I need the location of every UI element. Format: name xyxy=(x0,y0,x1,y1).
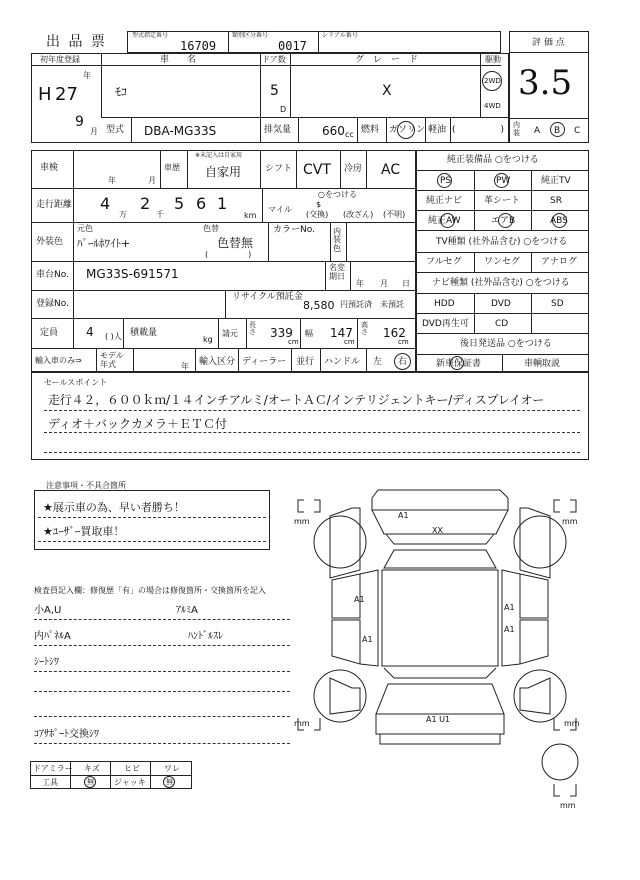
nc-day: 日 xyxy=(402,279,410,288)
shift-value: CVT xyxy=(303,162,331,178)
height-value: 162 xyxy=(383,326,406,340)
grade-label: グ レ ー ド xyxy=(355,55,419,65)
equip-tv: 純正TV xyxy=(541,176,571,186)
parallel-label: 並行 xyxy=(296,357,315,367)
capacity-label: 定員 xyxy=(40,328,59,338)
score-label: 評 価 点 xyxy=(532,38,565,48)
width-value: 147 xyxy=(330,326,353,340)
recycle-unit: 円預託済 xyxy=(340,300,372,309)
equip-aw: 純正AW xyxy=(428,216,461,226)
insp-r3-a: ｼｰﾄｼﾜ xyxy=(34,657,59,668)
mileage-unit-km: km xyxy=(244,211,257,220)
navi-dvdplay: DVD再生可 xyxy=(422,319,469,329)
reg-year-label: 初年度登録 xyxy=(40,55,80,64)
color-paren: ( ) xyxy=(205,250,252,259)
oem-label: 純正装備品 ○をつける xyxy=(447,155,539,165)
form-title: 出 品 票 xyxy=(46,34,107,50)
usage-value: 自家用 xyxy=(205,165,242,179)
car-name-label: 車 名 xyxy=(160,55,197,65)
displacement-value: 660 xyxy=(322,124,345,138)
nc-month: 月 xyxy=(380,279,388,288)
width-label: 幅 xyxy=(305,329,313,338)
mark-a1u1-rear: A1 U1 xyxy=(426,715,451,724)
import-type-label: 輸入区分 xyxy=(199,357,236,367)
ac-label: 冷房 xyxy=(344,164,363,174)
tv-label: TV種類 (社外品含む) ○をつける xyxy=(436,237,568,247)
drive-4wd: 4WD xyxy=(484,102,501,110)
fuel-light: 軽油 xyxy=(428,125,447,135)
nc-year: 年 xyxy=(356,279,364,288)
right-circle xyxy=(394,353,411,370)
later-warranty: 新車保証書 xyxy=(436,359,482,369)
reg-label: 登録No. xyxy=(36,299,69,309)
tv-fullseg: フルセグ xyxy=(426,257,462,267)
reg-year: 27 xyxy=(55,84,78,105)
kiyoku-label: 請元 xyxy=(222,329,238,338)
load-unit: kg xyxy=(203,335,213,344)
later-manual: 車輌取説 xyxy=(524,359,561,369)
sales-line2: ディオ＋バックカメラ＋ＥＴＣ付 xyxy=(48,417,228,431)
type-label: 型式 xyxy=(106,125,125,135)
sales-line1: 走行４２，６００ｋｍ/１４インチアルミ/オートＡＣ/インテリジェントキー/ディスプレイオー xyxy=(48,393,545,407)
length-label: 長さ xyxy=(249,321,256,337)
interior-label: 内装 xyxy=(513,121,520,137)
model-year-unit: 年 xyxy=(181,362,189,371)
equip-pw: PW xyxy=(496,176,511,186)
interior-circle xyxy=(550,122,565,137)
model-code-value: 16709 xyxy=(180,39,217,53)
later-label: 後日発送品 ○をつける xyxy=(460,339,552,349)
interior-color-label: 内装色 xyxy=(333,227,341,253)
equip-navi: 純正ナビ xyxy=(426,196,463,206)
legend-tools-value: 無 xyxy=(87,778,94,786)
drive-2wd: 2WD xyxy=(484,77,501,85)
navi-cd: CD xyxy=(495,319,509,329)
type-value: DBA-MG33S xyxy=(144,124,217,138)
colorno-label: カラーNo. xyxy=(273,225,315,235)
equip-ps: PS xyxy=(440,176,452,186)
mileage-digit-2: 2 xyxy=(140,194,151,213)
insp-r2-a: 内ﾊﾟﾈﾙA xyxy=(34,631,71,642)
mileage-unit-sen: 千 xyxy=(156,210,164,219)
mileage-note: ○をつける xyxy=(318,190,357,199)
equip-sr: SR xyxy=(550,196,562,206)
legend-mirror: ドアミラー xyxy=(33,764,73,773)
ac-value: AC xyxy=(381,162,401,178)
fuel-paren: ( ) xyxy=(452,125,505,135)
notes-line2: ★ﾕｰｻﾞｰ買取車！ xyxy=(43,525,125,538)
inspector-label: 検査員記入欄：修復歴「有」の場合は修復箇所・交換箇所を記入 xyxy=(34,586,266,595)
svg-text:mm: mm xyxy=(294,719,310,728)
svg-text:mm: mm xyxy=(560,801,576,808)
recycle-value: 8,580 xyxy=(303,299,335,312)
equip-abs: ABS xyxy=(550,216,568,226)
width-unit: cm xyxy=(344,338,355,346)
mileage-digit-4: 6 xyxy=(196,194,207,213)
insp-r2-b: ﾊﾝﾄﾞﾙｽﾚ xyxy=(188,631,223,642)
right-label: 右 xyxy=(398,357,408,367)
mark-xx: XX xyxy=(432,526,443,535)
usage-label: 車歴 xyxy=(164,163,180,172)
interior-a: A xyxy=(534,126,541,136)
displacement-unit: cc xyxy=(345,130,354,139)
navi-hdd: HDD xyxy=(434,299,455,309)
mileage-opt-mile: マイル xyxy=(268,205,292,214)
exterior-label: 外装色 xyxy=(36,237,64,247)
fuel-gas: ガソリン xyxy=(389,125,426,135)
shift-label: シフト xyxy=(265,164,293,174)
door-value: 5 xyxy=(270,83,279,99)
height-unit: cm xyxy=(398,338,409,346)
model-code-label: 型式指定番号 xyxy=(132,32,169,39)
car-name-value: ﾓｺ xyxy=(115,85,128,99)
insp-r6-a: ｺｱｻﾎﾟｰﾄ交換ｼﾜ xyxy=(34,729,99,740)
insp-r1-a: 小A,U xyxy=(34,605,62,616)
car-diagram xyxy=(290,478,590,808)
orig-color-label: 元色 xyxy=(77,224,93,233)
interior-b: B xyxy=(554,126,561,136)
mark-a1-front: A1 xyxy=(398,511,409,520)
dealer-label: ディーラー xyxy=(242,357,287,367)
legend-jack-value: 無 xyxy=(166,778,173,786)
year-unit: 年 xyxy=(83,71,91,80)
tv-oneseg: ワンセグ xyxy=(484,257,521,267)
sales-label: セールスポイント xyxy=(44,378,108,387)
door-unit: D xyxy=(280,105,287,114)
mark-a1-right-rear: A1 xyxy=(504,625,515,634)
era: H xyxy=(38,84,52,105)
height-label: 高さ xyxy=(361,321,368,337)
notes-line1: ★展示車の為、早い者勝ち！ xyxy=(43,501,185,514)
capacity-unit: ( )人 xyxy=(105,332,122,341)
model-year-label: モデル年式 xyxy=(100,351,124,369)
mark-a1-left-front: A1 xyxy=(354,595,365,604)
serial-label: シリアル番号 xyxy=(322,32,358,39)
mark-a1-left-rear: A1 xyxy=(362,635,373,644)
mileage-label: 走行距離 xyxy=(36,200,73,210)
score-value: 3.5 xyxy=(518,63,573,103)
mileage-opt-tamper: (改ざん) xyxy=(343,210,374,219)
reg-month: 9 xyxy=(75,114,84,130)
import-label: 輸入車のみ⇒ xyxy=(35,356,82,365)
door-label: ドア数 xyxy=(262,55,286,64)
mileage-digit-1: 4 xyxy=(100,194,111,213)
fuel-circle xyxy=(397,121,415,139)
equip-airbag: エアB xyxy=(491,216,516,226)
mileage-unit-man: 万 xyxy=(119,210,127,219)
recycle-label: リサイクル預託金 xyxy=(232,292,303,302)
sales-box xyxy=(31,372,589,460)
equip-leather: 革シート xyxy=(484,196,521,206)
fuel-label: 燃料 xyxy=(361,125,380,135)
legend-scratch: キズ xyxy=(84,764,100,773)
color-no-value: 色替無 xyxy=(217,236,254,250)
shaken-month-unit: 月 xyxy=(148,176,156,185)
insp-r1-b: ｱﾙﾐA xyxy=(176,605,198,616)
length-unit: cm xyxy=(288,338,299,346)
grade-value: X xyxy=(382,83,392,99)
month-unit: 月 xyxy=(90,127,98,136)
recycle-no: 未預託 xyxy=(380,300,404,309)
displacement-label: 排気量 xyxy=(264,125,292,135)
legend-tools: 工具 xyxy=(42,778,58,787)
navi-sd: SD xyxy=(551,299,564,309)
shaken-label: 車検 xyxy=(40,163,59,173)
svg-text:mm: mm xyxy=(562,517,578,526)
name-change-label: 名変期日 xyxy=(329,263,345,281)
length-value: 339 xyxy=(270,326,293,340)
left-label: 左 xyxy=(373,357,383,367)
mileage-opt-unknown: (不明) xyxy=(383,210,406,219)
legend-crack: ヒビ xyxy=(124,764,140,773)
legend-jack: ジャッキ xyxy=(114,778,146,787)
interior-c: C xyxy=(574,126,581,136)
category-label: 類別区分番号 xyxy=(232,32,269,39)
chassis-value: MG33S-691571 xyxy=(86,267,179,281)
load-label: 積載量 xyxy=(130,328,158,338)
notes-label: 注意事項・不具合箇所 xyxy=(46,481,126,490)
handle-label: ハンドル xyxy=(324,357,361,367)
chassis-label: 車台No. xyxy=(36,270,69,280)
mileage-digit-3: 5 xyxy=(174,194,185,213)
shaken-year-unit: 年 xyxy=(108,176,116,185)
svg-text:mm: mm xyxy=(294,517,310,526)
navi-label: ナビ種類 (社外品含む) ○をつける xyxy=(432,278,570,288)
legend-break: ワレ xyxy=(164,764,180,773)
svg-text:mm: mm xyxy=(564,719,580,728)
mark-a1-right-front: A1 xyxy=(504,603,515,612)
mileage-digit-5: 1 xyxy=(217,194,228,213)
mileage-opt-dollar: $ xyxy=(316,200,322,209)
mileage-opt-swap: (交換) xyxy=(306,210,329,219)
drive-label: 駆動 xyxy=(485,55,501,64)
color-no-label: 色替 xyxy=(203,224,219,233)
orig-color-value: ﾊﾟｰﾙﾎﾜｲﾄ+ xyxy=(77,237,131,250)
navi-dvd: DVD xyxy=(491,299,511,309)
category-value: 0017 xyxy=(278,39,307,53)
tv-analog: アナログ xyxy=(541,257,578,267)
usage-note: ※未記入は自家用 xyxy=(195,152,243,159)
capacity-value: 4 xyxy=(86,325,94,339)
